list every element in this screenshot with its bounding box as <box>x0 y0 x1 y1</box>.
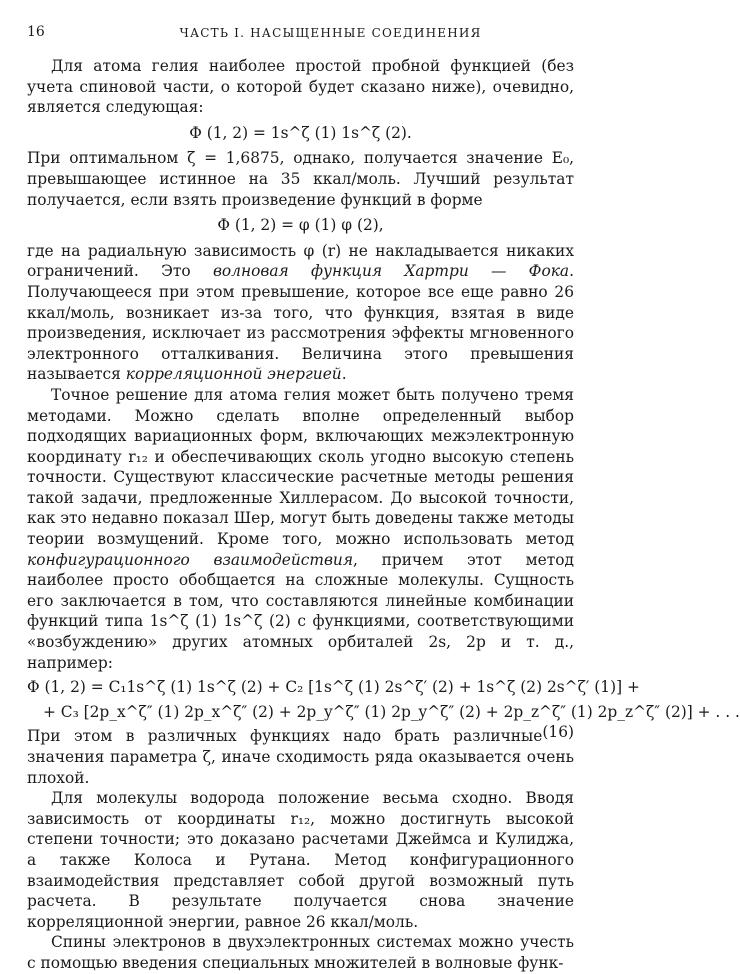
paragraph-3-text-c: . <box>341 365 347 384</box>
term-correlation-energy: корреляционной энергией <box>125 365 342 384</box>
equation-16-line-2-text: + C₃ [2p_x^ζ″ (1) 2p_x^ζ″ (2) + 2p_y^ζ″ (1) 2p_y^ζ″ (2) + 2p_z^ζ″ (1) 2p_z^ζ″ (2)] + . . . <box>43 702 740 721</box>
paragraph-4 <box>27 385 574 673</box>
paragraph-5: При этом в различных функциях надо брать различные значения параметра ζ, иначе сходимость ряда оказывается очень плохой. <box>27 727 574 787</box>
page-number: 16 <box>27 24 45 40</box>
paragraph-3 <box>27 241 574 385</box>
page-header <box>27 22 574 48</box>
paragraph-2: При оптимальном ζ = 1,6875, однако, получается значение E₀, превышающее истинное на 35 ккал/моль. Лучший результат получается, если взять произведение функций в форме <box>27 149 574 209</box>
running-head: ЧАСТЬ I. НАСЫЩЕННЫЕ СОЕДИНЕНИЯ <box>179 26 482 40</box>
paragraph-3-text-a: где на радиальную зависимость φ (r) не накладывается никаких ограничений. Это <box>27 241 574 281</box>
paragraph-3-text-b: . Получающееся при этом превышение, которое все еще равно 26 ккал/моль, возникает из-за того, что функция, взятая в виде произведения, исключает из рассмотрения эффекты мгновенного электронного отталкивания. Величина этого превышения называется <box>27 262 574 384</box>
term-hartree-fock: волновая функция Хартри — Фока <box>212 262 570 281</box>
formula-1: Φ (1, 2) = 1s^ζ (1) 1s^ζ (2). <box>189 123 412 142</box>
equation-16-line-1: Φ (1, 2) = C₁1s^ζ (1) 1s^ζ (2) + C₂ [1s^ζ (1) 2s^ζ′ (2) + 1s^ζ (2) 2s^ζ′ (1)] + <box>27 678 640 697</box>
paragraph-4-text-b: , причем этот метод наиболее просто обобщается на сложные молекулы. Сущность его заключается в том, что составляются линейные комбинации функций типа 1s^ζ (1) 1s^ζ (2) с функциями, соответствующими «возбуждению» других атомных орбиталей 2s, 2p и т. д., например: <box>27 550 574 672</box>
equation-16-line-2 <box>27 702 740 742</box>
paragraph-1: Для атома гелия наиболее простой пробной функцией (без учета спиновой части, о которой будет сказано ниже), очевидно, является следующая: <box>27 57 574 117</box>
paragraph-6: Для молекулы водорода положение весьма сходно. Вводя зависимость от координаты r₁₂, можно достигнуть высокой степени точности; это доказано расчетами Джеймса и Кулиджа, а также Колоса и Рутана. Метод конфигурационного взаимодействия представляет собой другой возможный путь расчета. В результате получается снова значение корреляционной энергии, равное 26 ккал/моль. <box>27 789 574 931</box>
paragraph-7: Спины электронов в двухэлектронных системах можно учесть с помощью введения специальных множителей в волновые функ- <box>27 933 574 972</box>
formula-2: Φ (1, 2) = φ (1) φ (2), <box>217 216 384 235</box>
equation-number: (16) <box>542 723 574 742</box>
term-configuration-interaction: конфигурационного взаимодействия <box>27 550 354 569</box>
paragraph-4-text-a: Точное решение для атома гелия может быть получено тремя методами. Можно сделать вполне определенный выбор подходящих вариационных форм, включающих межэлектронную координату r₁₂ и обеспечивающих сколь угодно высокую степень точности. Существуют классические расчетные методы решения такой задачи, предложенные Хиллерасом. До высокой точности, как это недавно показал Шер, могут быть доведены также методы теории возмущений. Кроме того, можно использовать метод <box>27 385 574 549</box>
page-body <box>27 56 740 974</box>
